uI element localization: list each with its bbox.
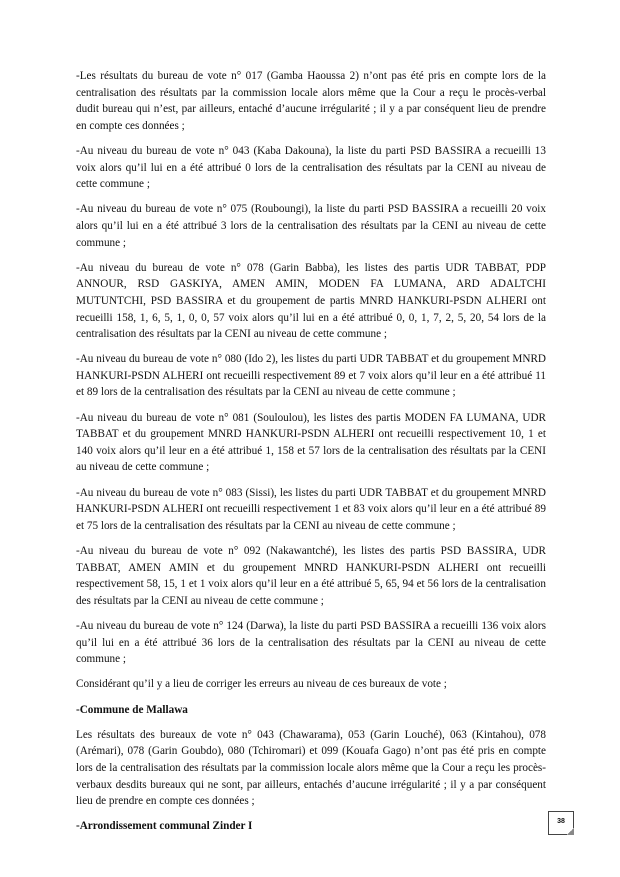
paragraph-mallawa: Les résultats des bureaux de vote n° 043 (Chawarama), 053 (Garin Louché), 063 (Kintahou), 078 (Arémari), 078 (Garin Goubdo), 080 (Tchiromari) et 099 (Kouafa Gago) n’ont pas été pris en compte lors de la centralisation des résultats par la commission locale alors même que la Cour a reçu les procès-verbaux desdits bureaux qui ne sont, par ailleurs, entachés d’aucune irrégularité ; il y a par conséquent lieu de prendre en compte ces données ; <box>76 728 546 808</box>
paragraph-bureau-092: -Au niveau du bureau de vote n° 092 (Nakawantché), les listes des partis PSD BASSIRA, UDR TABBAT, AMEN AMIN et du groupement MNRD HANKURI-PSDN ALHERI ont recueilli respectivement 58, 15, 1 et 1 voix alors qu’il leur en a été attribué 5, 65, 94 et 56 lors de la centralisation des résultats par la CENI au niveau de cette commune ; <box>76 545 546 607</box>
heading-zinder-i: -Arrondissement communal Zinder I <box>76 820 253 833</box>
page-number-badge <box>548 811 574 835</box>
paragraph-bureau-043: -Au niveau du bureau de vote n° 043 (Kaba Dakouna), la liste du parti PSD BASSIRA a recueilli 13 voix alors qu’il lui en a été attribué 0 lors de la centralisation des résultats par la CENI au niveau de cette commune ; <box>76 144 546 191</box>
paragraph-bureau-017: -Les résultats du bureau de vote n° 017 (Gamba Haoussa 2) n’ont pas été pris en compte lors de la centralisation des résultats par la commission locale alors même que la Cour a reçu le procès-verbal dudit bureau qui n’est, par ailleurs, entaché d’aucune irrégularité ; il y a par conséquent lieu de prendre en compte ces données ; <box>76 70 546 132</box>
paragraph-considerant: Considérant qu’il y a lieu de corriger les erreurs au niveau de ces bureaux de vote ; <box>76 678 447 691</box>
paragraph-bureau-075: -Au niveau du bureau de vote n° 075 (Rouboungi), la liste du parti PSD BASSIRA a recueilli 20 voix alors qu’il lui en a été attribué 3 lors de la centralisation des résultats par la CENI au niveau de cette commune ; <box>76 203 546 249</box>
paragraph-bureau-124: -Au niveau du bureau de vote n° 124 (Darwa), la liste du parti PSD BASSIRA a recueilli 136 voix alors qu’il lui en a été attribué 36 lors de la centralisation des résultats par la CENI au niveau de cette commune ; <box>76 619 546 666</box>
paragraph-bureau-078: -Au niveau du bureau de vote n° 078 (Garin Babba), les listes des partis UDR TABBAT, PDP ANNOUR, RSD GASKIYA, AMEN AMIN, MODEN FA LUMANA, ARD ADALTCHI MUTUNTCHI, PSD BASSIRA et du groupement de partis MNRD HANKURI-PSDN ALHERI ont recueilli 158, 1, 6, 5, 1, 0, 0, 57 voix alors qu’il lui en a été attribué 0, 0, 1, 7, 2, 5, 20, 54 lors de la centralisation des résultats par la CENI au niveau de cette commune ; <box>76 261 546 341</box>
page-number: 38 <box>557 818 565 825</box>
heading-commune-mallawa: -Commune de Mallawa <box>76 703 188 716</box>
paragraph-bureau-081: -Au niveau du bureau de vote n° 081 (Souloulou), les listes des partis MODEN FA LUMANA, UDR TABBAT et du groupement MNRD HANKURI-PSDN ALHERI ont recueilli respectivement 10, 1 et 140 voix alors qu’il leur en a été attribué 1, 158 et 57 lors de la centralisation des résultats par la CENI au niveau de cette commune ; <box>76 411 546 474</box>
paragraph-bureau-083: -Au niveau du bureau de vote n° 083 (Sissi), les listes du parti UDR TABBAT et du groupement MNRD HANKURI-PSDN ALHERI ont recueilli respectivement 1 et 83 voix alors qu’il leur en a été attribué 89 et 75 lors de la centralisation des résultats par la CENI au niveau de cette commune ; <box>76 486 546 532</box>
paragraph-bureau-080: -Au niveau du bureau de vote n° 080 (Ido 2), les listes du parti UDR TABBAT et du groupement MNRD HANKURI-PSDN ALHERI ont recueilli respectivement 89 et 7 voix alors qu’il leur en a été attribué 11 et 89 lors de la centralisation des résultats par la CENI au niveau de cette commune ; <box>76 353 546 399</box>
page-fold-corner <box>567 828 574 835</box>
page-body <box>76 68 546 843</box>
